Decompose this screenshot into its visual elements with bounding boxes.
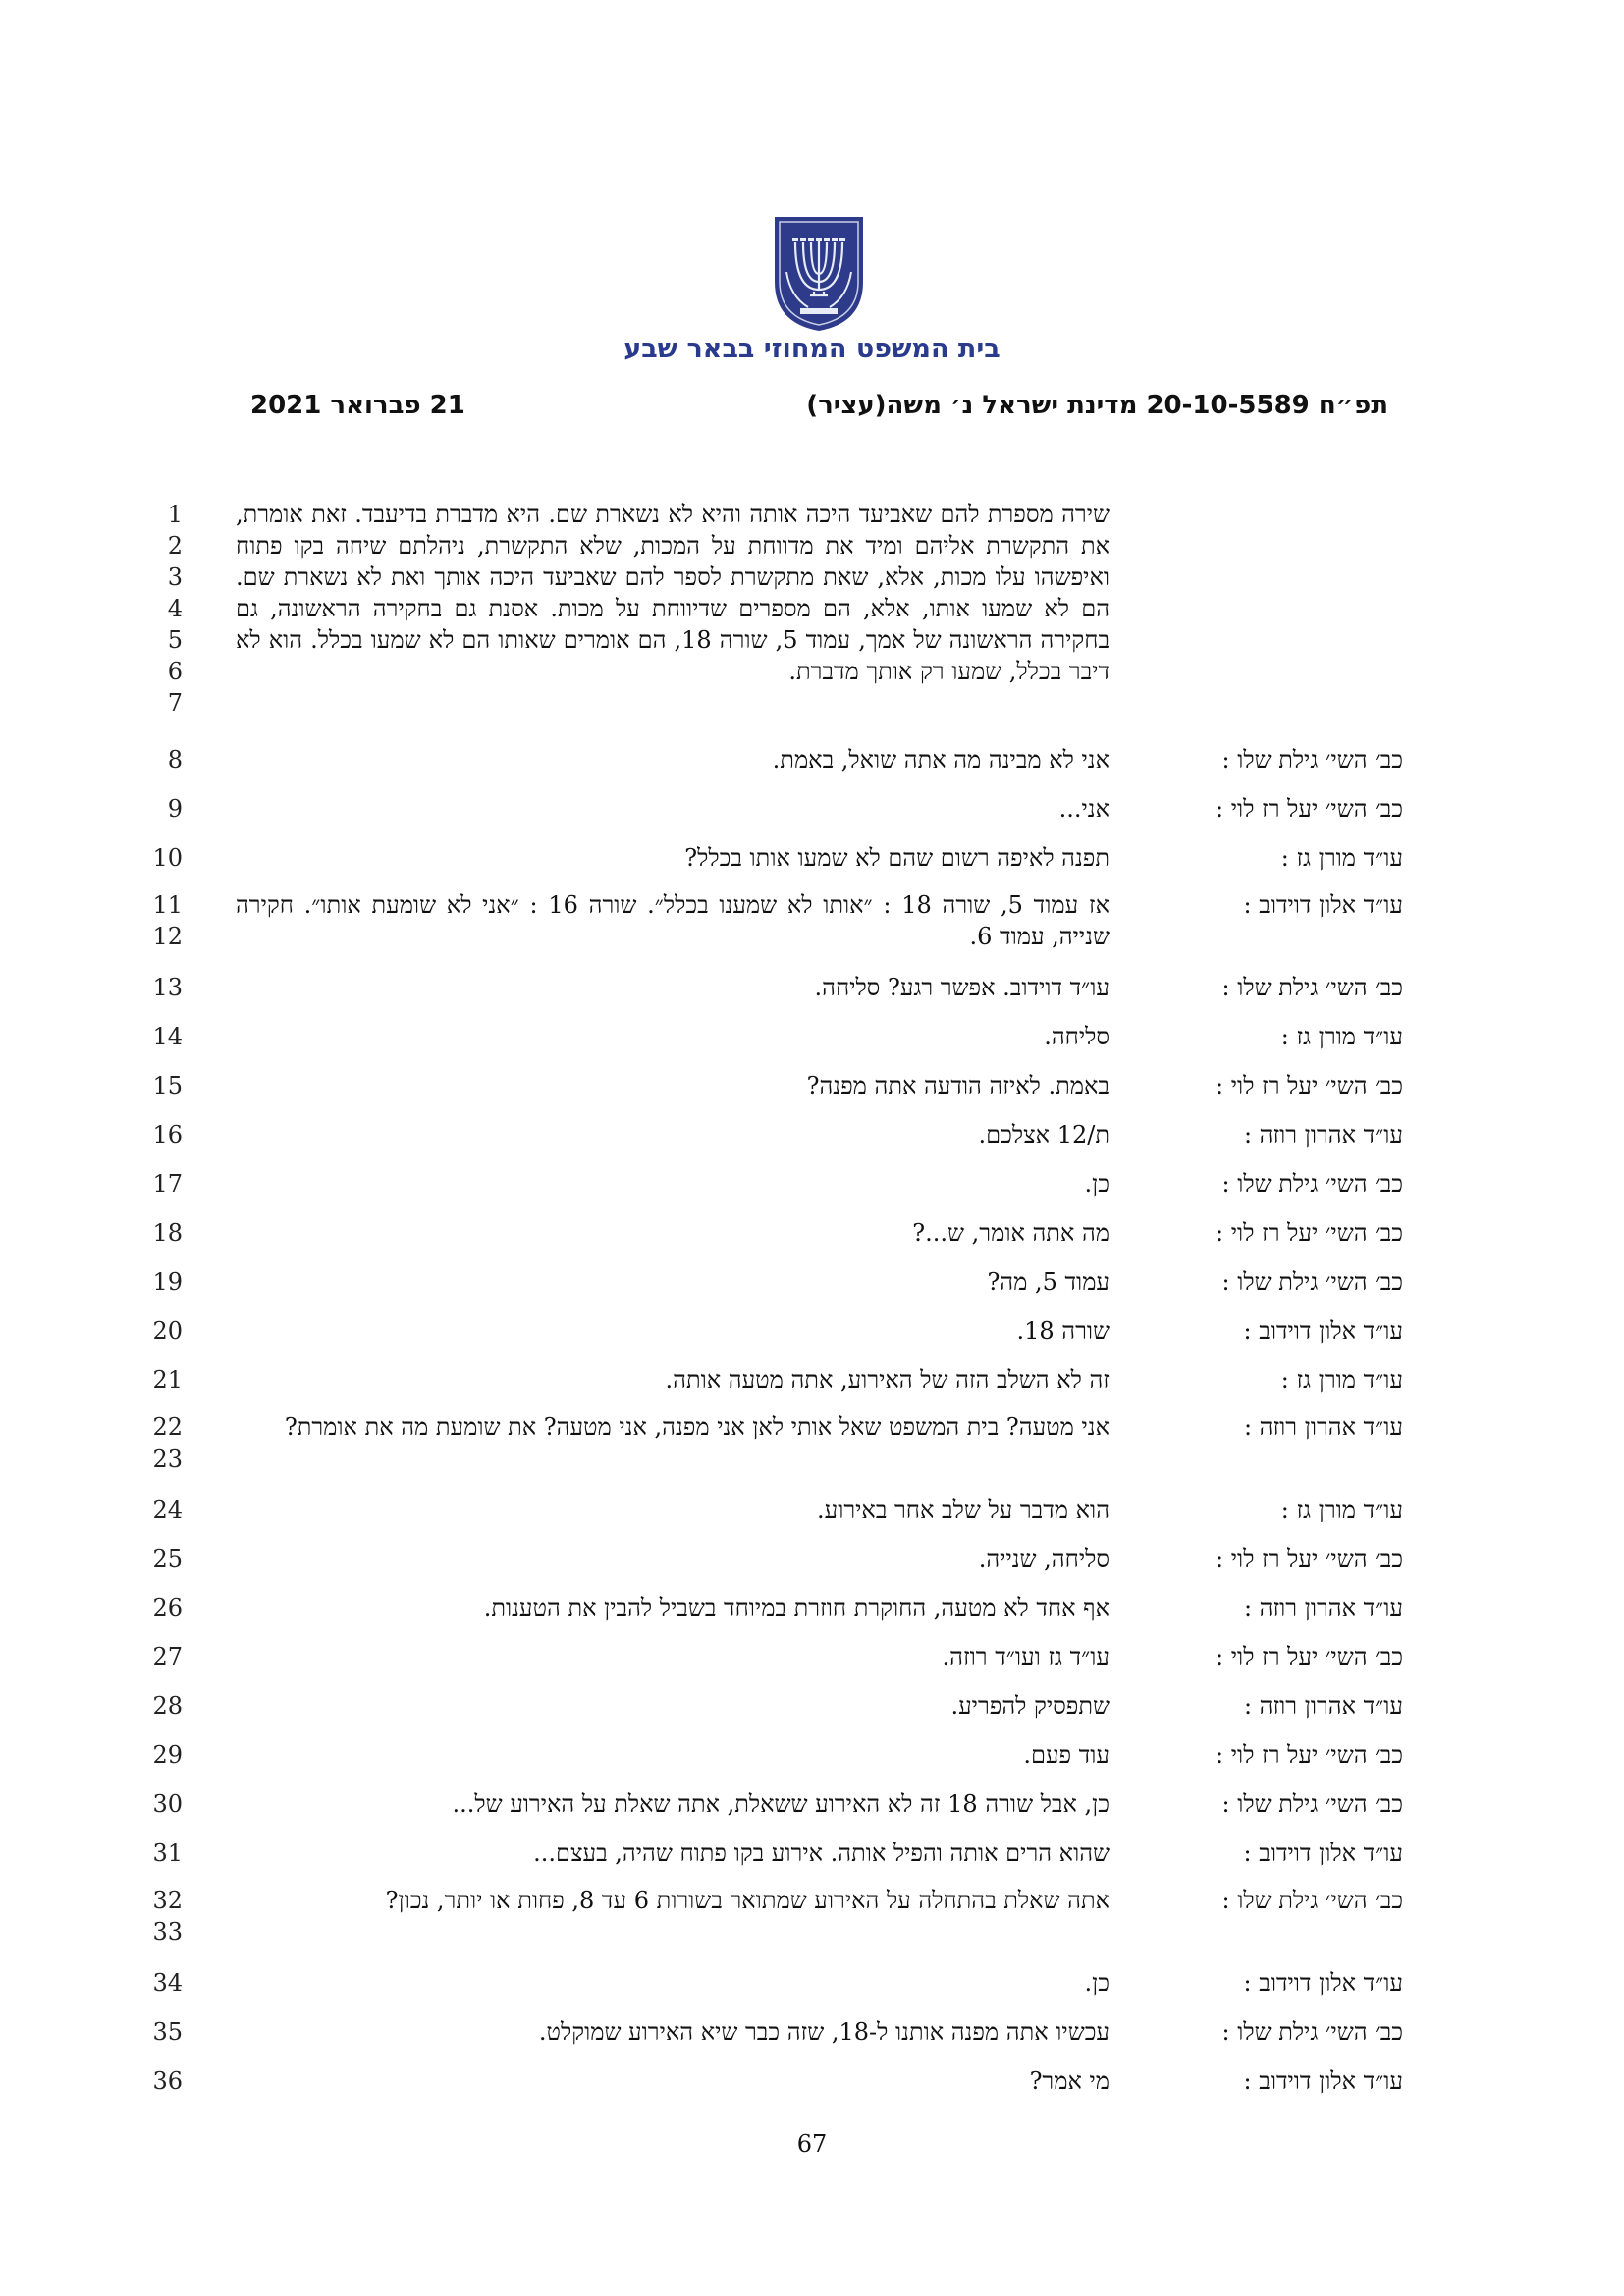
transcript-text: שורה 18. [1016,1317,1110,1345]
transcript-text: כן. [1084,1170,1110,1198]
speaker-name: עו״ד מורן גז : [1280,1496,1403,1523]
speaker-name: עו״ד אלון דוידוב : [1243,891,1403,919]
line-numbers: 35 [152,2018,183,2046]
line-numbers: 31 [152,1840,183,1867]
speaker-name: עו״ד אלון דוידוב : [1243,1317,1403,1345]
line-numbers: 26 [152,1594,183,1622]
line-numbers: 20 [152,1317,183,1345]
speaker-name: כב׳ השי׳ יעל רז לוי : [1216,1741,1403,1769]
transcript-text: אני מטעה? בית המשפט שאל אותי לאן אני מפנה, אני מטעה? את שומעת מה את אומרת? [284,1414,1110,1441]
line-numbers: 8 [167,746,183,774]
line-numbers: 13 [152,974,183,1001]
speaker-name: כב׳ השי׳ גילת שלו : [1221,2018,1403,2046]
speaker-name: עו״ד אהרון רוזה : [1243,1121,1403,1148]
line-numbers: 17 [152,1170,183,1198]
speaker-name: כב׳ השי׳ גילת שלו : [1221,746,1403,774]
transcript-text: שתפסיק להפריע. [950,1692,1110,1720]
line-numbers: 1 2 3 4 5 6 7 [167,501,183,717]
speaker-name: כב׳ השי׳ גילת שלו : [1221,1887,1403,1914]
transcript-text: מי אמר? [1029,2067,1110,2095]
line-numbers: 16 [152,1121,183,1148]
line-numbers: 9 [167,795,183,823]
speaker-name: עו״ד מורן גז : [1280,844,1403,872]
page-number: 67 [796,2130,828,2158]
speaker-name: כב׳ השי׳ יעל רז לוי : [1216,1219,1403,1247]
line-numbers: 24 [152,1496,183,1523]
transcript-text: זה לא השלב הזה של האירוע, אתה מטעה אותה. [665,1366,1110,1394]
line-numbers: 10 [152,844,183,872]
hearing-date: 21 פברואר 2021 [250,391,465,420]
speaker-name: עו״ד מורן גז : [1280,1023,1403,1050]
transcript-text: תפנה לאיפה רשום שהם לא שמעו אותו בכלל? [684,844,1110,872]
transcript-text: אתה שאלת בהתחלה על האירוע שמתואר בשורות 6 עד 8, פחות או יותר, נכון? [385,1887,1110,1914]
line-numbers: 11 12 [152,891,183,950]
speaker-name: כב׳ השי׳ גילת שלו : [1221,1268,1403,1296]
speaker-name: כב׳ השי׳ יעל רז לוי : [1216,1072,1403,1099]
speaker-name: עו״ד אהרון רוזה : [1243,1692,1403,1720]
transcript-text: עמוד 5, מה? [987,1268,1110,1296]
line-numbers: 19 [152,1268,183,1296]
transcript-text: אני... [1058,795,1110,823]
transcript-text: הוא מדבר על שלב אחר באירוע. [816,1496,1110,1523]
transcript-text: אז עמוד 5, שורה 18 : ״אותו לא שמענו בכלל״. שורה 16 : ״אני לא שומעת אותו״. חקירה שנייה, עמוד 6. [236,891,1110,950]
line-numbers: 27 [152,1643,183,1671]
transcript-text: עכשיו אתה מפנה אותנו ל-18, שזה כבר שיא האירוע שמוקלט. [538,2018,1110,2046]
transcript-text: שירה מספרת להם שאביעד היכה אותה והיא לא נשארת שם. היא מדברת בדיעבד. זאת אומרת, את התקשרת אליהם ומיד את מדווחת על המכות, שלא התקשרת, ניהלתם שיחה בקו פתוח ואיפשהו עלו מכות, אלא, שאת מתקשרת לספר להם שאביעד היכה אותך ואת לא נשארת שם. הם לא שמעו אותו, אלא, הם מספרים שדיווחת על מכות. אסנת גם בחקירה הראשונה, גם בחקירה הראשונה של אמך, עמוד 5, שורה 18, הם אומרים שאותו הם לא שמעו בכלל. הוא לא דיבר בכלל, שמעו רק אותך מדברת. [236,501,1110,685]
line-numbers: 22 23 [152,1414,183,1472]
speaker-name: עו״ד מורן גז : [1280,1366,1403,1394]
transcript-text: כן, אבל שורה 18 זה לא האירוע ששאלת, אתה שאלת על האירוע של... [452,1790,1110,1818]
line-numbers: 21 [152,1366,183,1394]
line-numbers: 14 [152,1023,183,1050]
speaker-name: כב׳ השי׳ גילת שלו : [1221,974,1403,1001]
court-name: בית המשפט המחוזי בבאר שבע [623,334,1001,364]
transcript-text: ת/12 אצלכם. [978,1121,1110,1148]
line-numbers: 28 [152,1692,183,1720]
transcript-text: באמת. לאיזה הודעה אתה מפנה? [806,1072,1110,1099]
line-numbers: 25 [152,1545,183,1573]
speaker-name: עו״ד אהרון רוזה : [1243,1414,1403,1441]
speaker-name: כב׳ השי׳ יעל רז לוי : [1216,1643,1403,1671]
speaker-name: כב׳ השי׳ גילת שלו : [1221,1790,1403,1818]
line-numbers: 32 33 [152,1887,183,1946]
case-title: תפ״ח 20-10-5589 מדינת ישראל נ׳ משה(עציר) [806,391,1388,420]
speaker-name: כב׳ השי׳ גילת שלו : [1221,1170,1403,1198]
transcript-text: שהוא הרים אותה והפיל אותה. אירוע בקו פתוח שהיה, בעצם... [533,1840,1110,1867]
transcript-text: עוד פעם. [1023,1741,1110,1769]
line-numbers: 36 [152,2067,183,2095]
transcript-text: סליחה. [1044,1023,1110,1050]
transcript-text: כן. [1084,1969,1110,1997]
line-numbers: 30 [152,1790,183,1818]
state-emblem-icon [771,213,867,333]
speaker-name: עו״ד אלון דוידוב : [1243,1840,1403,1867]
speaker-name: כב׳ השי׳ יעל רז לוי : [1216,795,1403,823]
transcript-text: אני לא מבינה מה אתה שואל, באמת. [772,746,1110,774]
transcript-text: אף אחד לא מטעה, החוקרת חוזרת במיוחד בשביל להבין את הטענות. [483,1594,1110,1622]
transcript-text: סליחה, שנייה. [978,1545,1110,1573]
line-numbers: 29 [152,1741,183,1769]
transcript-text: עו״ד דוידוב. אפשר רגע? סליחה. [814,974,1110,1001]
transcript-text: מה אתה אומר, ש...? [912,1219,1110,1247]
line-numbers: 15 [152,1072,183,1099]
transcript-text: עו״ד גז ועו״ד רוזה. [942,1643,1110,1671]
line-numbers: 34 [152,1969,183,1997]
speaker-name: עו״ד אלון דוידוב : [1243,1969,1403,1997]
speaker-name: כב׳ השי׳ יעל רז לוי : [1216,1545,1403,1573]
speaker-name: עו״ד אהרון רוזה : [1243,1594,1403,1622]
speaker-name: עו״ד אלון דוידוב : [1243,2067,1403,2095]
line-numbers: 18 [152,1219,183,1247]
